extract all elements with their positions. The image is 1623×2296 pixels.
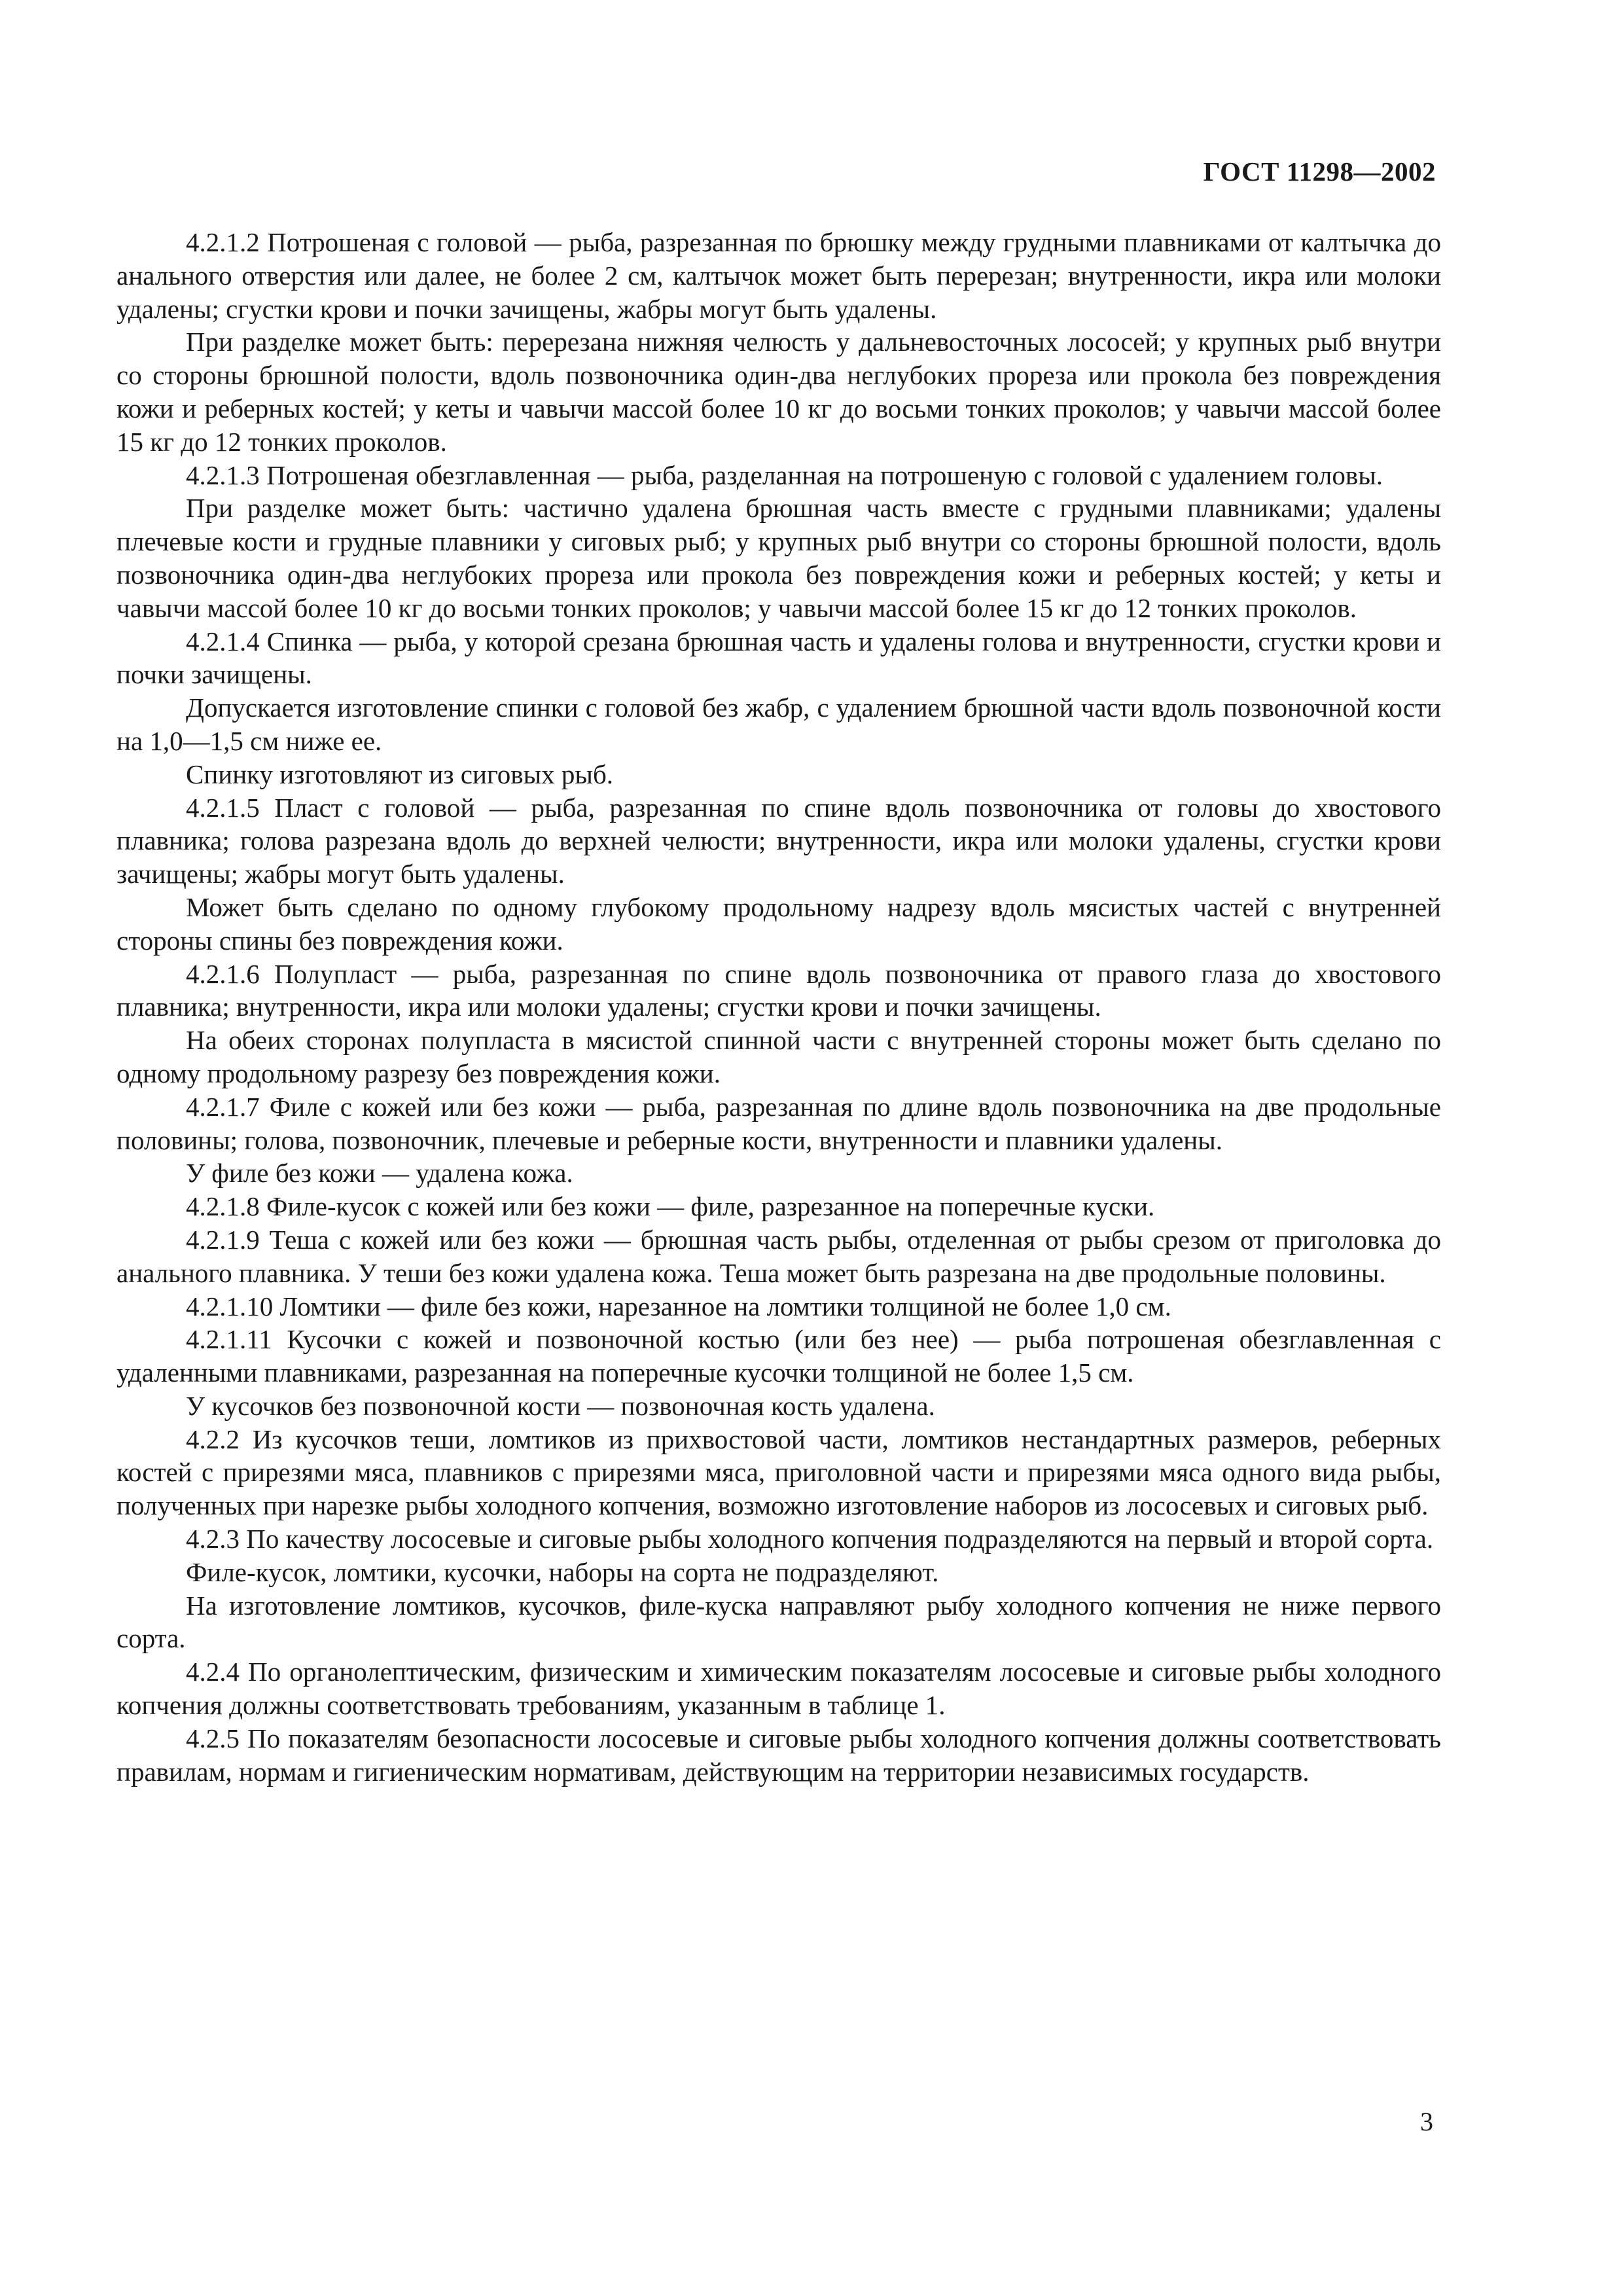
- paragraph-4-2-1-2: 4.2.1.2 Потрошеная с головой — рыба, разрезанная по брюшку между грудными плавниками от калтычка до анального отверстия или далее, не более 2 см, калтычок может быть перерезан; внутренности, икра или молоки удалены; сгустки крови и почки зачищены, жабры могут быть удалены.: [116, 227, 1441, 324]
- paragraph-4-2-1-7: 4.2.1.7 Филе с кожей или без кожи — рыба, разрезанная по длине вдоль позвоночника на две продольные половины; голова, позвоночник, плечевые и реберные кости, внутренности и плавники удалены.: [116, 1091, 1441, 1155]
- paragraph-4-2-2: 4.2.2 Из кусочков теши, ломтиков из прихвостовой части, ломтиков нестандартных размеров, реберных костей с прирезями мяса, плавников с прирезями мяса, приголовной части и прирезями мяса одного вида рыбы, полученных при нарезке рыбы холодного копчения, возможно изготовление наборов из лососевых и сиговых рыб.: [116, 1424, 1441, 1521]
- paragraph-4-2-1-3: 4.2.1.3 Потрошеная обезглавленная — рыба, разделанная на потрошеную с головой с удалением головы.: [186, 459, 1383, 490]
- paragraph-4-2-4: 4.2.4 По органолептическим, физическим и химическим показателям лососевые и сиговые рыбы холодного копчения должны соответствовать требованиям, указанным в таблице 1.: [116, 1657, 1441, 1721]
- paragraph-4-2-3: 4.2.3 По качеству лососевые и сиговые рыбы холодного копчения подразделяются на первый и второй сорта.: [186, 1524, 1434, 1554]
- paragraph-4-2-3-note: Филе-кусок, ломтики, кусочки, наборы на сорта не подразделяют.: [186, 1556, 939, 1587]
- paragraph-4-2-1-2-note: При разделке может быть: перерезана нижняя челюсть у дальневосточных лососей; у крупных рыб внутри со стороны брюшной полости, вдоль позвоночника один-два неглубоких прореза или прокола без повреждения кожи и реберных костей; у кеты и чавычи массой более 10 кг до восьми тонких проколов; у чавычи массой более 15 кг до 12 тонких проколов.: [116, 327, 1441, 457]
- paragraph-4-2-1-11-note: У кусочков без позвоночной кости — позвоночная кость удалена.: [186, 1390, 935, 1421]
- paragraph-4-2-1-10: 4.2.1.10 Ломтики — филе без кожи, нарезанное на ломтики толщиной не более 1,0 см.: [186, 1291, 1171, 1321]
- paragraph-4-2-1-4-note: Допускается изготовление спинки с головой без жабр, с удалением брюшной части вдоль позвоночной кости на 1,0—1,5 см ниже ее.: [116, 692, 1441, 756]
- paragraph-4-2-5: 4.2.5 По показателям безопасности лососевые и сиговые рыбы холодного копчения должны соответствовать правилам, нормам и гигиеническим нормативам, действующим на территории независимых государств.: [116, 1723, 1441, 1787]
- document-code: ГОСТ 11298—2002: [1203, 156, 1436, 187]
- paragraph-4-2-1-9: 4.2.1.9 Теша с кожей или без кожи — брюшная часть рыбы, отделенная от рыбы срезом от приголовка до анального плавника. У теши без кожи удалена кожа. Теша может быть разрезана на две продольные половины.: [116, 1224, 1441, 1288]
- paragraph-4-2-1-6: 4.2.1.6 Полупласт — рыба, разрезанная по спине вдоль позвоночника от правого глаза до хвостового плавника; внутренности, икра или молоки удалены; сгустки крови и почки зачищены.: [116, 958, 1441, 1022]
- paragraph-4-2-3-note-2: На изготовление ломтиков, кусочков, филе-куска направляют рыбу холодного копчения не ниже первого сорта.: [116, 1590, 1441, 1654]
- paragraph-4-2-1-3-note: При разделке может быть: частично удалена брюшная часть вместе с грудными плавниками; удалены плечевые кости и грудные плавники у сиговых рыб; у крупных рыб внутри со стороны брюшной полости, вдоль позвоночника один-два неглубоких прореза или прокола без повреждения кожи и реберных костей; у кеты и чавычи массой более 10 кг до восьми тонких проколов; у чавычи массой более 15 кг до 12 тонких проколов.: [116, 493, 1441, 623]
- paragraph-4-2-1-7-note: У филе без кожи — удалена кожа.: [186, 1158, 573, 1189]
- paragraph-4-2-1-11: 4.2.1.11 Кусочки с кожей и позвоночной костью (или без нее) — рыба потрошеная обезглавленная с удаленными плавниками, разрезанная на поперечные кусочки толщиной не более 1,5 см.: [116, 1324, 1441, 1388]
- page-number: 3: [1420, 2107, 1433, 2136]
- paragraph-4-2-1-5-note: Может быть сделано по одному глубокому продольному надрезу вдоль мясистых частей с внутренней стороны спины без повреждения кожи.: [116, 891, 1441, 956]
- paragraph-4-2-1-5: 4.2.1.5 Пласт с головой — рыба, разрезанная по спине вдоль позвоночника от головы до хвостового плавника; голова разрезана вдоль до верхней челюсти; внутренности, икра или молоки удалены, сгустки крови зачищены; жабры могут быть удалены.: [116, 792, 1441, 889]
- paragraph-4-2-1-4-source: Спинку изготовляют из сиговых рыб.: [186, 759, 614, 789]
- paragraph-4-2-1-8: 4.2.1.8 Филе-кусок с кожей или без кожи — филе, разрезанное на поперечные куски.: [186, 1191, 1155, 1222]
- paragraph-4-2-1-4: 4.2.1.4 Спинка — рыба, у которой срезана брюшная часть и удалены голова и внутренности, сгустки крови и почки зачищены.: [116, 626, 1441, 690]
- paragraph-4-2-1-6-note: На обеих сторонах полупласта в мясистой спинной части с внутренней стороны может быть сделано по одному продольному разрезу без повреждения кожи.: [116, 1025, 1441, 1088]
- document-body: [116, 226, 1441, 1788]
